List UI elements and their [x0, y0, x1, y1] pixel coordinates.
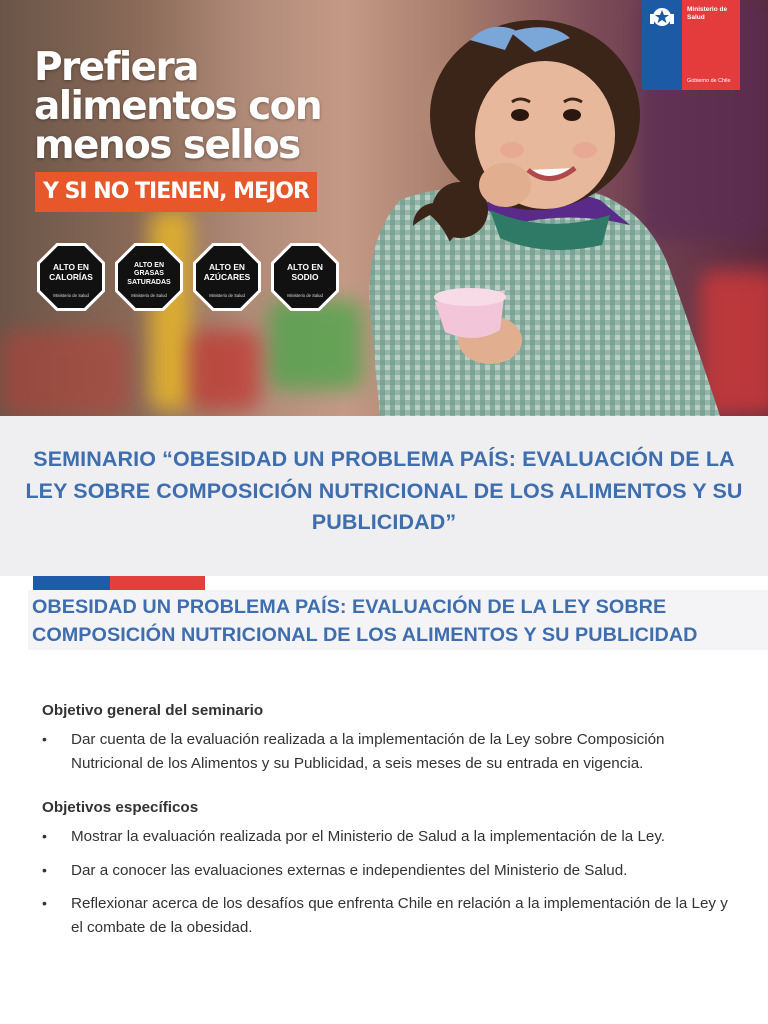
bullet-icon: • — [42, 828, 47, 844]
bullet-icon: • — [42, 895, 47, 911]
general-objective-heading: Objetivo general del seminario — [42, 702, 264, 719]
seal-title: ALTO EN GRASAS SATURADAS — [127, 262, 171, 286]
list-item-text: Dar cuenta de la evaluación realizada a la implementación de la Ley sobre Composición Nutricional de los Alimentos y su Publicidad, a seis meses de su entrada en vigencia. — [71, 731, 665, 772]
flag-stripe-red — [110, 576, 205, 590]
ministerio-logo — [642, 0, 740, 90]
bullet-icon: • — [42, 861, 47, 878]
section-title: OBESIDAD UN PROBLEMA PAÍS: EVALUACIÓN DE LA LEY SOBRE COMPOSICIÓN NUTRICIONAL DE LOS ALIMENTOS Y SU PUBLICIDAD — [32, 596, 698, 646]
seal-title: ALTO EN CALORÍAS — [49, 262, 93, 282]
list-item — [42, 728, 732, 775]
seal-sodio — [270, 242, 340, 312]
list-item-text: Reflexionar acerca de los desafíos que enfrenta Chile en relación a la implementación de la Ley y el combate de la obesidad. — [71, 895, 728, 936]
seal-sub: Ministerio de Salud — [53, 293, 89, 298]
objectives — [42, 700, 732, 939]
headline-line: alimentos con — [34, 84, 322, 129]
bullet-icon: • — [42, 731, 47, 747]
hero-banner — [0, 0, 768, 416]
general-objective-list — [42, 728, 732, 775]
seal-title: ALTO EN AZÚCARES — [203, 262, 251, 282]
headline-line: Prefiera — [34, 45, 198, 90]
logo-ministry-name: Ministerio de Salud — [687, 6, 728, 21]
background-blur — [0, 330, 130, 416]
warning-seals — [36, 242, 341, 314]
headline-line: menos sellos — [34, 123, 300, 168]
coat-of-arms-icon — [647, 4, 677, 30]
list-item — [42, 859, 732, 883]
seminar-band — [0, 416, 768, 576]
list-item — [42, 892, 732, 939]
seal-grasas — [114, 242, 184, 312]
seal-calorias — [36, 242, 106, 312]
background-blur — [190, 330, 260, 410]
flag-stripe-blue — [33, 576, 110, 590]
seal-sub: Ministerio de Salud — [131, 293, 167, 298]
seal-azucares — [192, 242, 262, 312]
seminar-title: SEMINARIO “OBESIDAD UN PROBLEMA PAÍS: EVALUACIÓN DE LA LEY SOBRE COMPOSICIÓN NUTRICIONAL DE LOS ALIMENTOS Y SU PUBLICIDAD” — [25, 447, 743, 534]
specific-objectives-list — [42, 825, 732, 939]
list-item-text: Mostrar la evaluación realizada por el Ministerio de Salud a la implementación de la Ley. — [71, 828, 666, 845]
seal-sub: Ministerio de Salud — [287, 293, 323, 298]
seal-sub: Ministerio de Salud — [209, 293, 245, 298]
list-item — [42, 825, 732, 849]
seal-title: ALTO EN SODIO — [287, 262, 323, 282]
list-item-text: Dar a conocer las evaluaciones externas e independientes del Ministerio de Salud. — [71, 861, 628, 879]
specific-objectives-heading: Objetivos específicos — [42, 799, 199, 816]
logo-government: Gobierno de Chile — [687, 78, 731, 84]
banner-tagline: Y SI NO TIENEN, MEJOR — [35, 172, 317, 212]
banner-headline — [34, 45, 364, 168]
